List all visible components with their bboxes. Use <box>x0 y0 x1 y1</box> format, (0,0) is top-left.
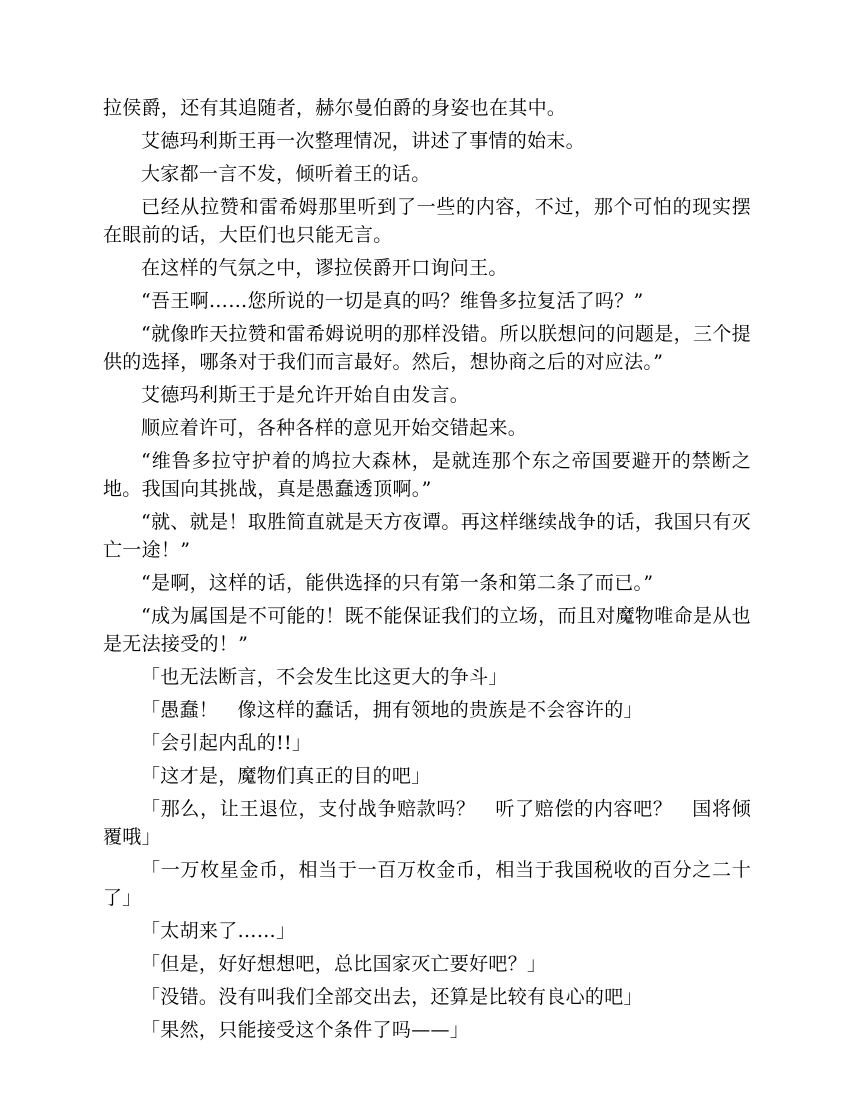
paragraph-10: “维鲁多拉守护着的鸠拉大森林，是就连那个东之帝国要避开的禁断之地。我国向其挑战，真是愚蠢透顶啊。” <box>103 450 751 500</box>
paragraph-21: 「但是，好好想想吧，总比国家灭亡要好吧？」 <box>141 953 547 975</box>
paragraph-5: 在这样的气氛之中，谬拉侯爵开口询问王。 <box>141 257 508 279</box>
paragraph-20: 「太胡来了……」 <box>141 920 296 942</box>
body-text <box>103 94 751 1049</box>
paragraph-6: “吾王啊……您所说的一切是真的吗？维鲁多拉复活了吗？” <box>141 290 644 312</box>
paragraph-8: 艾德玛利斯王于是允许开始自由发言。 <box>141 384 470 406</box>
paragraph-13: “成为属国是不可能的！既不能保证我们的立场，而且对魔物唯命是从也是无法接受的！” <box>103 605 751 655</box>
paragraph-18: 「那么，让王退位，支付战争赔款吗？ 听了赔偿的内容吧？ 国将倾覆哦」 <box>103 798 751 848</box>
paragraph-11: “就、就是！取胜简直就是天方夜谭。再这样继续战争的话，我国只有灭亡一途！” <box>103 511 751 561</box>
paragraph-22: 「没错。没有叫我们全部交出去，还算是比较有良心的吧」 <box>141 986 643 1008</box>
paragraph-12: “是啊，这样的话，能供选择的只有第一条和第二条了而已。” <box>141 572 654 594</box>
paragraph-7: “就像昨天拉赞和雷希姆说明的那样没错。所以朕想问的问题是，三个提供的选择，哪条对于我们而言最好。然后，想协商之后的对应法。” <box>103 323 751 373</box>
paragraph-19: 「一万枚星金币，相当于一百万枚金币，相当于我国税收的百分之二十了」 <box>103 859 751 909</box>
paragraph-16: 「会引起内乱的!!」 <box>141 732 312 754</box>
paragraph-9: 顺应着许可，各种各样的意见开始交错起来。 <box>141 417 528 439</box>
paragraph-4: 已经从拉赞和雷希姆那里听到了一些的内容，不过，那个可怕的现实摆在眼前的话，大臣们也只能无言。 <box>103 196 751 246</box>
paragraph-1: 拉侯爵，还有其追随者，赫尔曼伯爵的身姿也在其中。 <box>103 97 567 119</box>
paragraph-3: 大家都一言不发，倾听着王的话。 <box>141 163 431 185</box>
paragraph-17: 「这才是，魔物们真正的目的吧」 <box>141 765 431 787</box>
paragraph-14: 「也无法断言，不会发生比这更大的争斗」 <box>141 666 508 688</box>
paragraph-23: 「果然，只能接受这个条件了吗——」 <box>141 1019 470 1041</box>
paragraph-2: 艾德玛利斯王再一次整理情况，讲述了事情的始末。 <box>141 130 585 152</box>
paragraph-15: 「愚蠢！ 像这样的蠢话，拥有领地的贵族是不会容许的」 <box>141 699 643 721</box>
